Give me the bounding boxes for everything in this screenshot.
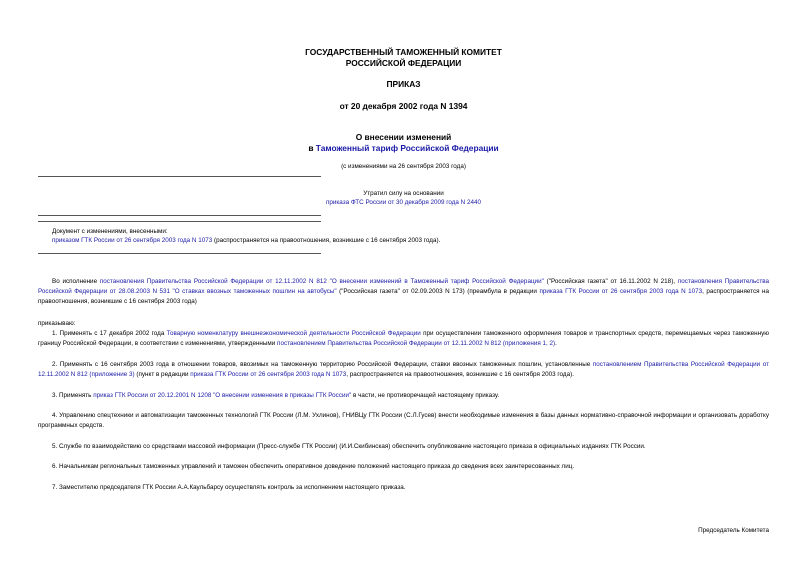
item-3-text-2: в части, не противоречащей настоящему приказу. <box>353 392 500 399</box>
divider <box>38 215 321 216</box>
preamble-link-1[interactable]: постановления Правительства Российской Федерации от 12.11.2002 N 812 "О внесении изменений в Таможенный тариф Российской Федерации" <box>99 278 544 285</box>
changes-block <box>52 227 440 246</box>
item-3-link-1[interactable]: приказ ГТК России от 20.12.2001 N 1208 "О внесении изменения в приказы ГТК России" <box>93 392 352 399</box>
item-2-text-3: , распространяется на правоотношения, возникшие с 16 сентября 2003 года). <box>346 371 574 378</box>
item-1-text-2: при осуществлении таможенного оформления товаров и транспортных средств, перемещаемых через таможенную границу Российской Федерации, в соответствии с изменениями, утвержденными <box>38 330 769 347</box>
item-1 <box>38 329 769 349</box>
changes-suffix: (распространяется на правоотношения, возникшие с 16 сентября 2003 года). <box>213 237 441 245</box>
title-line-2 <box>38 143 769 154</box>
changes-line <box>52 236 440 245</box>
tariff-link[interactable]: Таможенный тариф Российской Федерации <box>315 142 499 153</box>
item-5-text: 5. Службе по взаимодействию со средствами массовой информации (Пресс-службе ГТК России) (И.И.Скибинская) обеспечить опубликование настоящего приказа в официальных изданиях ГТК России. <box>52 443 646 450</box>
changes-text: Документ с изменениями, внесенными: <box>52 228 168 235</box>
item-6-text: 6. Начальникам региональных таможенных управлений и таможен обеспечить оперативное доведение положений настоящего приказа до сведения всех заинтересованных лиц. <box>52 463 575 470</box>
item-4-text: 4. Управлению спецтехники и автоматизации таможенных технологий ГТК России (Л.М. Ухлинов), ГНИВЦу ГТК России (С.Л.Гусев) внести необходимые изменения в базы данных нормативно-справочной информации и организовать доработку программных средств. <box>38 412 769 429</box>
divider <box>38 253 321 254</box>
org-line-2: РОССИЙСКОЙ ФЕДЕРАЦИИ <box>345 57 462 68</box>
item-1-text-1: 1. Применять с 17 декабря 2002 года <box>52 330 165 337</box>
document-title <box>38 132 769 153</box>
item-2-text-1: 2. Применять с 16 сентября 2003 года в отношении товаров, ввозимых на таможенную территорию Российской Федерации, ставки ввозных таможенных пошлин, установленные <box>52 361 591 368</box>
divider <box>38 221 321 222</box>
item-1-link-1[interactable]: Товарную номенклатуру внешнеэкономической деятельности Российской Федерации <box>166 330 421 337</box>
invalid-notice-link[interactable]: приказа ФТС России от 30 декабря 2009 года N 2440 <box>325 198 481 206</box>
invalid-notice-text: Утратил силу на основании <box>363 190 444 197</box>
item-2 <box>38 360 769 380</box>
title-prefix: в <box>308 142 314 153</box>
revision-note: (с изменениями на 26 сентября 2003 года) <box>341 163 466 170</box>
changes-link[interactable]: приказом ГТК России от 26 сентября 2003 года N 1073 <box>52 237 213 245</box>
preamble-text-1: Во исполнение <box>52 278 98 285</box>
item-1-text-3: . <box>555 340 557 347</box>
item-7 <box>38 483 769 493</box>
invalid-notice <box>38 190 769 207</box>
item-1-link-2[interactable]: постановлением Правительства Российской Федерации от 12.11.2002 N 812 <box>277 340 502 347</box>
preamble-link-2[interactable]: постановления Правительства Российской Федерации от 28.08.2003 N 531 "О ставках ввозных таможенных пошлин на автобусы" <box>38 278 770 295</box>
issuing-authority <box>38 47 769 68</box>
document-type: ПРИКАЗ <box>386 79 421 89</box>
divider <box>38 176 321 177</box>
item-3 <box>38 391 769 401</box>
org-line-1: ГОСУДАРСТВЕННЫЙ ТАМОЖЕННЫЙ КОМИТЕТ <box>305 47 502 57</box>
item-3-text-1: 3. Применять <box>52 392 92 399</box>
order-word: приказываю: <box>38 320 76 327</box>
item-6 <box>38 462 769 472</box>
title-line-1: О внесении изменений <box>355 132 452 142</box>
preamble-text-2: ("Российская газета" от 16.11.2002 N 218), <box>546 278 676 285</box>
preamble-text-3: ("Российская газета" от 02.09.2003 N 173) (преамбула в редакции <box>339 288 537 295</box>
item-7-text: 7. Заместителю председателя ГТК России А.А.Каульбарсу осуществлять контроль за исполнением настоящего приказа. <box>52 484 406 491</box>
preamble-paragraph <box>38 277 769 307</box>
preamble-link-3[interactable]: приказа ГТК России от 26 сентября 2003 года N 1073 <box>539 288 703 295</box>
item-2-text-2: (пункт в редакции <box>136 371 189 378</box>
item-2-link-2[interactable]: приказа ГТК России от 26 сентября 2003 года N 1073 <box>190 371 347 378</box>
item-5 <box>38 442 769 452</box>
preamble-text-4: , распространяется на правоотношения, возникшие с 16 сентября 2003 года) <box>38 288 770 305</box>
document-date: от 20 декабря 2002 года N 1394 <box>339 101 468 111</box>
item-1-link-3[interactable]: (приложения 1, 2) <box>502 340 556 347</box>
item-2-link-1[interactable]: постановлением Правительства Российской Федерации от 12.11.2002 N 812 (приложение 3) <box>38 361 770 378</box>
signature-title: Председатель Комитета <box>698 527 769 534</box>
item-4 <box>38 411 769 431</box>
